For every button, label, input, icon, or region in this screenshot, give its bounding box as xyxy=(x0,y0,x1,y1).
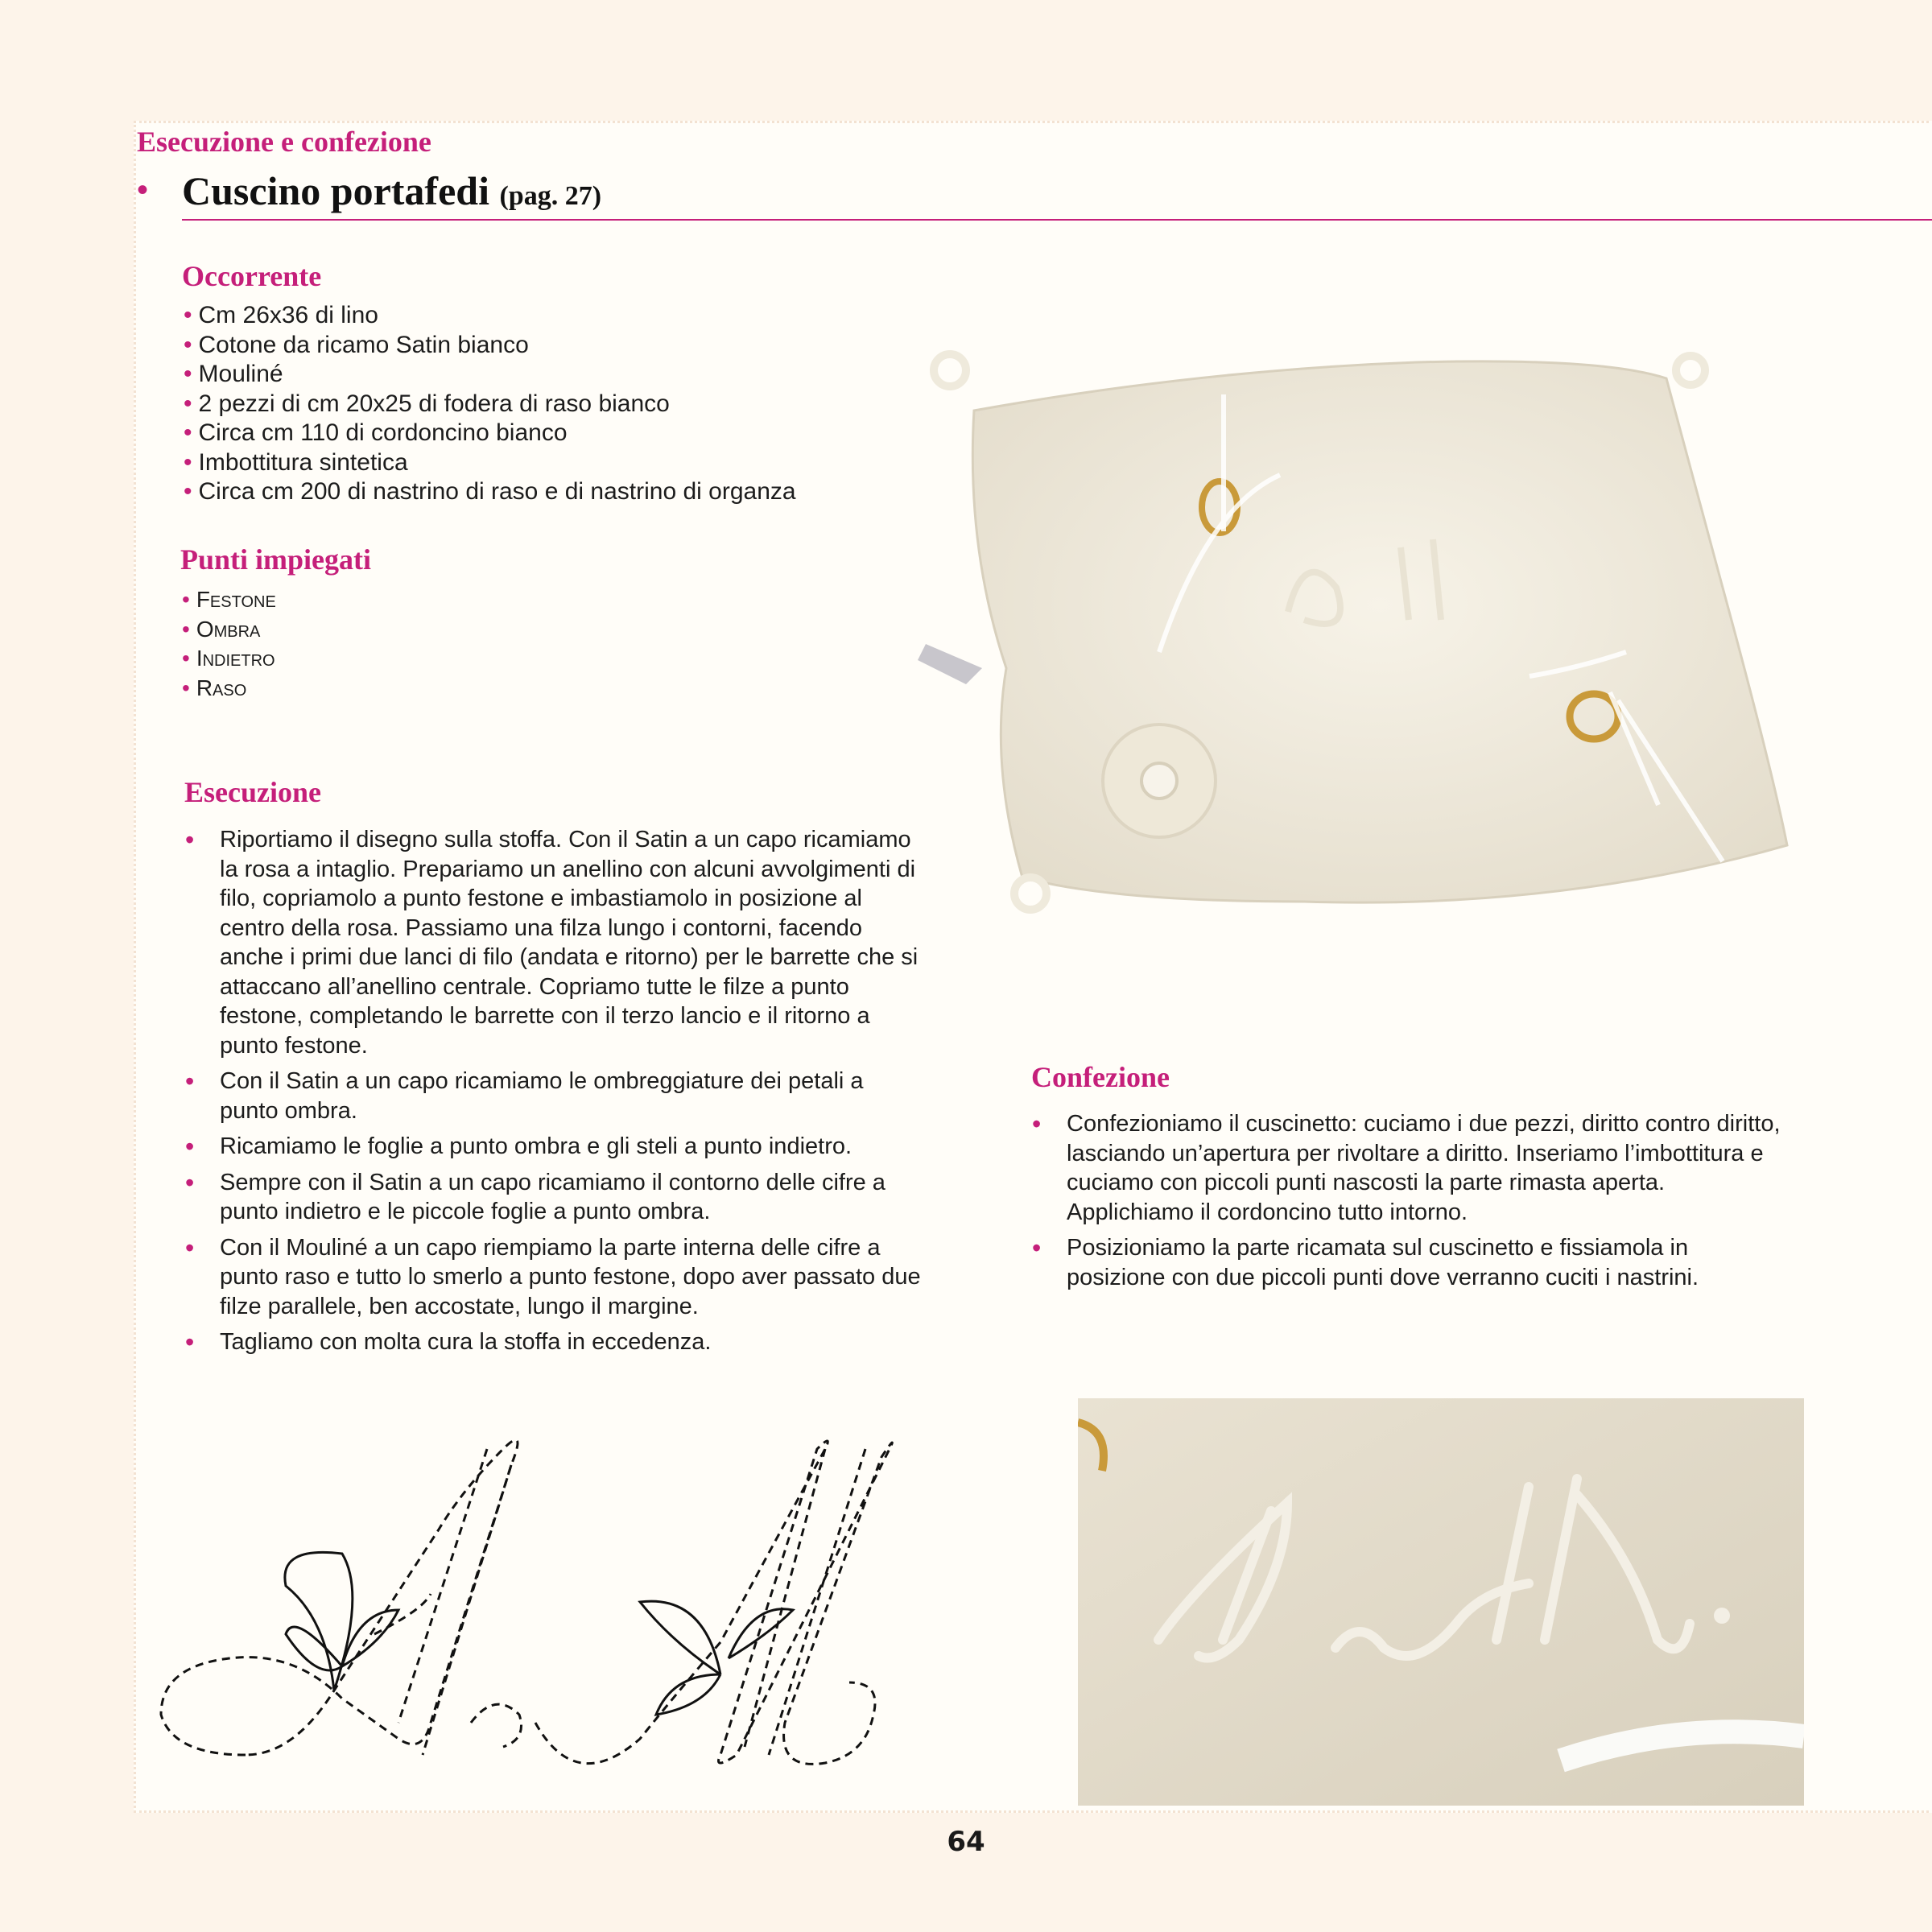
title-rule xyxy=(182,219,1932,221)
occorrente-list xyxy=(184,301,796,507)
list-item: • Ombra xyxy=(182,615,276,645)
list-item: • Tagliamo con molta cura la stoffa in eccedenza. xyxy=(185,1327,926,1357)
list-item: • Sempre con il Satin a un capo ricamiamo il contorno delle cifre a punto indietro e le piccole foglie a punto ombra. xyxy=(185,1168,926,1227)
list-item: • Con il Mouliné a un capo riempiamo la parte interna delle cifre a punto raso e tutto lo smerlo a punto festone, dopo aver passato due filze parallele, ben accostate, lungo il margine. xyxy=(185,1233,926,1322)
list-item: • Riportiamo il disegno sulla stoffa. Con il Satin a un capo ricamiamo la rosa a intaglio. Prepariamo un anellino con alcuni avvolgimenti di filo, copriamolo a punto festone e imbastiamolo in posizione al centro della rosa. Passiamo una filza lungo i contorni, facendo anche i primi due lanci di filo (andata e ritorno) per le barrette che si attaccano all’anellino centrale. Copriamo tutte le filze a punto festone, completando le barrette con il terzo lancio e il ritorno a punto festone. xyxy=(185,825,926,1060)
list-item: • Confezioniamo il cuscinetto: cuciamo i due pezzi, diritto contro diritto, lasciando un’apertura per rivoltare a diritto. Inseriamo l’imbottitura e cuciamo con piccoli punti nascosti la parte rimasta aperta. Applichiamo il cordoncino tutto intorno. xyxy=(1032,1109,1789,1227)
punti-heading: Punti impiegati xyxy=(180,543,372,576)
confezione-heading: Confezione xyxy=(1031,1061,1170,1093)
monogram-pattern-diagram xyxy=(157,1433,994,1779)
page-number: 64 xyxy=(947,1826,985,1858)
list-item: • Raso xyxy=(182,674,276,704)
esecuzione-heading: Esecuzione xyxy=(184,776,321,808)
list-item: • Ricamiamo le foglie a punto ombra e gli steli a punto indietro. xyxy=(185,1132,926,1162)
list-item: • Indietro xyxy=(182,644,276,674)
confezione-list xyxy=(1032,1109,1789,1298)
monogram-detail-photo xyxy=(1078,1398,1804,1806)
list-item: • 2 pezzi di cm 20x25 di fodera di raso bianco xyxy=(184,390,796,419)
title-page-ref: (pag. 27) xyxy=(499,181,602,211)
pillow-photo xyxy=(918,346,1852,974)
section-label: Esecuzione e confezione xyxy=(137,126,431,158)
list-item: • Cotone da ricamo Satin bianco xyxy=(184,331,796,361)
list-item: • Mouliné xyxy=(184,360,796,390)
list-item: • Con il Satin a un capo ricamiamo le ombreggiature dei petali a punto ombra. xyxy=(185,1067,926,1125)
title-bullet-icon: • xyxy=(137,172,149,208)
esecuzione-list xyxy=(185,825,926,1364)
page-title xyxy=(182,167,601,214)
list-item: • Imbottitura sintetica xyxy=(184,448,796,478)
occorrente-heading: Occorrente xyxy=(182,260,322,292)
list-item: • Festone xyxy=(182,585,276,615)
list-item: • Cm 26x36 di lino xyxy=(184,301,796,331)
list-item: • Posizioniamo la parte ricamata sul cuscinetto e fissiamola in posizione con due piccoli punti dove verranno cuciti i nastrini. xyxy=(1032,1233,1789,1292)
list-item: • Circa cm 110 di cordoncino bianco xyxy=(184,419,796,448)
list-item: • Circa cm 200 di nastrino di raso e di nastrino di organza xyxy=(184,477,796,507)
punti-list xyxy=(182,585,276,703)
title-text: Cuscino portafedi xyxy=(182,168,489,213)
